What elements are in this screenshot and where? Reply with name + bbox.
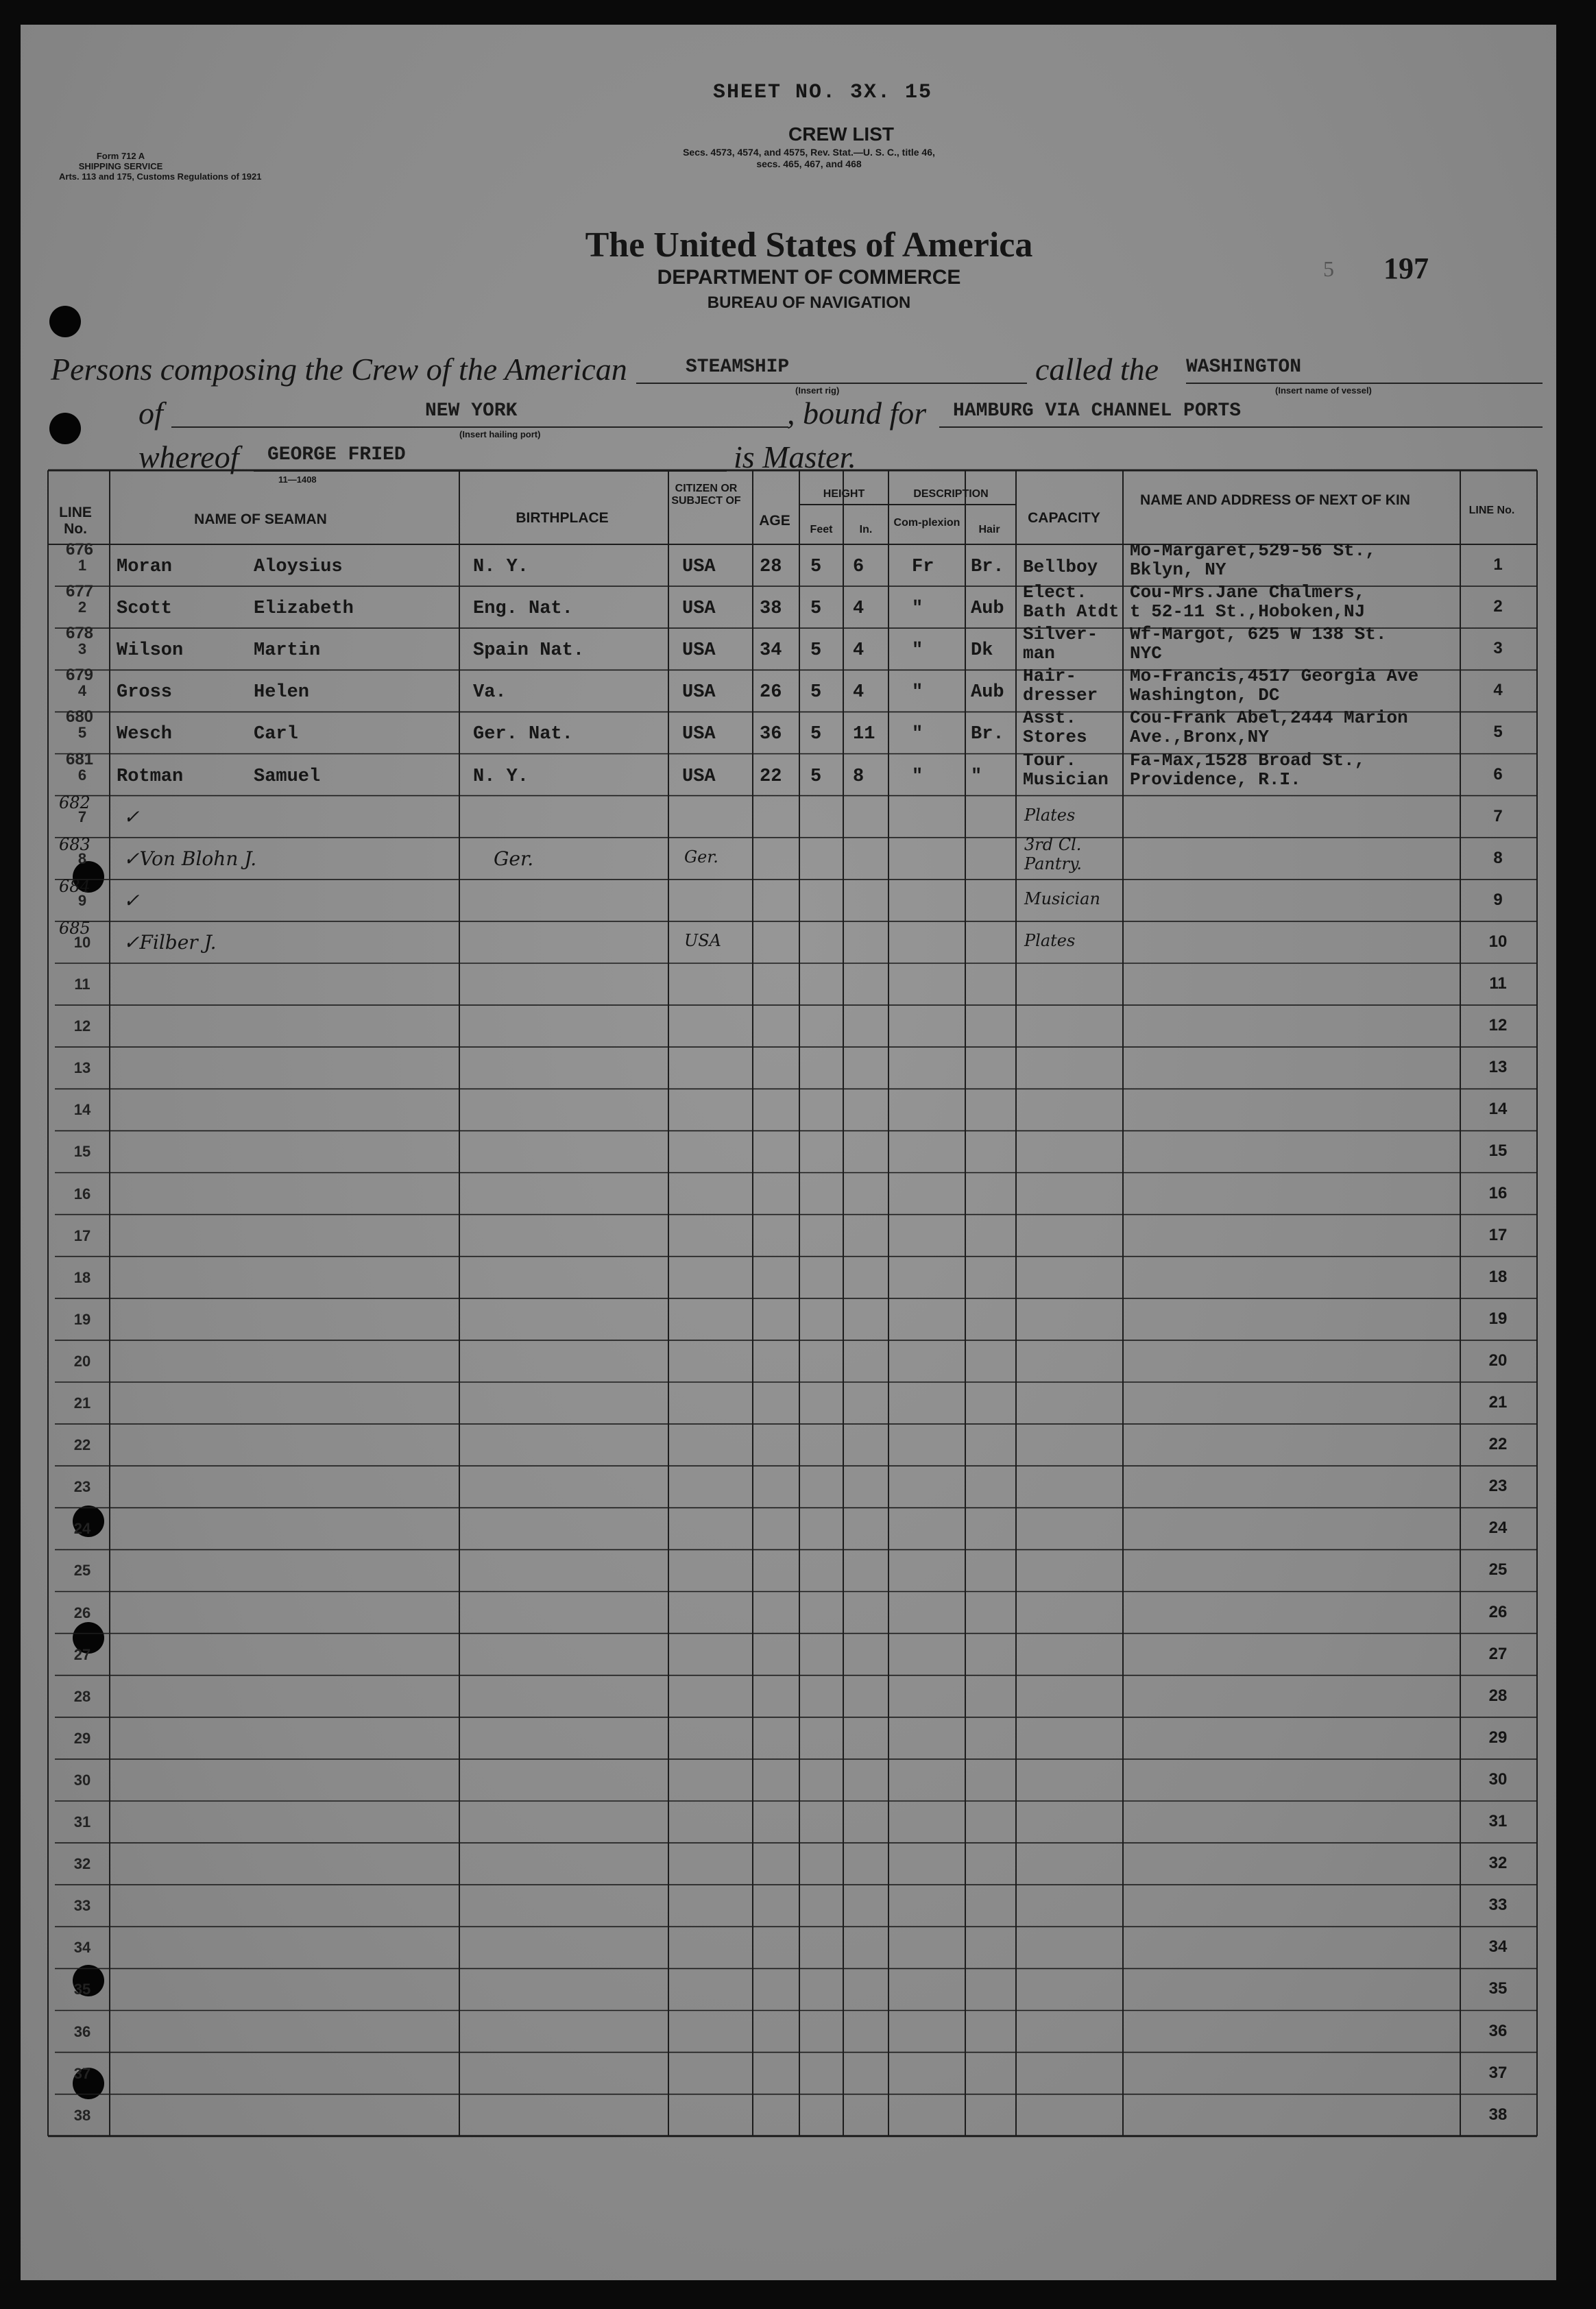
- line-number-left: 12: [73, 1017, 91, 1035]
- seaman-given-name: Carl: [254, 724, 298, 745]
- line-number-left: 22: [73, 1436, 91, 1454]
- line-number-left: 36: [73, 2022, 91, 2040]
- header-age: AGE: [759, 513, 790, 529]
- next-of-kin: Ave.,Bronx,NY: [1130, 727, 1269, 748]
- line-number-left: 34: [73, 1939, 91, 1957]
- line-number-left: 15: [73, 1143, 91, 1161]
- line-number-left: 27: [73, 1645, 91, 1663]
- line-number-right: 33: [1488, 1896, 1508, 1915]
- next-of-kin: Mo-Margaret,529-56 St.,: [1130, 540, 1376, 561]
- hair: Br.: [971, 557, 1004, 577]
- capacity-handwritten: Plates: [1024, 805, 1076, 825]
- next-of-kin: Mo-Francis,4517 Georgia Ave: [1130, 666, 1419, 687]
- seaman-given-name: Elizabeth: [254, 599, 354, 620]
- line-number-right: 10: [1488, 932, 1508, 951]
- form-regulation: Arts. 113 and 175, Customs Regulations of 1921: [59, 171, 262, 182]
- line-number-left: 21: [73, 1394, 91, 1412]
- citizenship: USA: [682, 766, 716, 787]
- line-number-left: 11: [74, 976, 90, 993]
- line-number-left: 30: [73, 1771, 91, 1789]
- line-number-left: 31: [73, 1813, 91, 1830]
- line-number-right: 31: [1488, 1812, 1508, 1830]
- line-number-right: 22: [1488, 1435, 1508, 1454]
- seaman-surname: Scott: [117, 599, 173, 620]
- line-number-right: 7: [1493, 806, 1503, 825]
- line-number-right: 2: [1493, 597, 1503, 616]
- height-feet: 5: [810, 724, 822, 745]
- bound-label: , bound for: [787, 396, 927, 431]
- line-number-left: 24: [73, 1520, 91, 1538]
- seaman-name-handwritten: ✓Filber J.: [123, 930, 217, 954]
- whereof-label: whereof: [138, 439, 239, 474]
- line-number-left: 1: [77, 557, 87, 574]
- bureau-heading: BUREAU OF NAVIGATION: [707, 293, 911, 312]
- line-number-right: 26: [1488, 1602, 1508, 1621]
- page-mark: 5: [1323, 256, 1334, 281]
- form-number: Form 712 A: [96, 151, 145, 161]
- crew-table-grid: [21, 25, 1556, 2280]
- crew-number: 679: [65, 666, 94, 685]
- header-hair: Hair: [978, 524, 1000, 535]
- line-number-right: 37: [1488, 2063, 1508, 2082]
- crew-list-sheet: [21, 25, 1556, 2280]
- height-feet: 5: [810, 640, 822, 662]
- birthplace: Ger. Nat.: [473, 724, 573, 745]
- height-inches: 6: [853, 557, 864, 577]
- line-number-right: 25: [1488, 1560, 1508, 1580]
- line-number-right: 29: [1488, 1728, 1508, 1747]
- capacity-handwritten: 3rd Cl.: [1024, 834, 1082, 854]
- next-of-kin: Washington, DC: [1130, 685, 1280, 706]
- crew-number: 681: [65, 749, 94, 769]
- hair: Br.: [971, 724, 1004, 745]
- seaman-surname: Rotman: [117, 766, 184, 787]
- line-number-left: 38: [73, 2106, 91, 2124]
- line-number-left: 26: [73, 1604, 91, 1621]
- line-number-right: 11: [1489, 974, 1507, 993]
- country-heading: The United States of America: [585, 226, 1033, 265]
- height-inches: 8: [853, 766, 864, 787]
- complexion: ": [912, 724, 923, 745]
- line-number-right: 8: [1493, 848, 1503, 867]
- crew-number: 677: [65, 582, 94, 601]
- line-number-right: 30: [1488, 1769, 1508, 1789]
- line-number-right: 36: [1488, 2021, 1508, 2040]
- header-complexion: Com-plexion: [893, 517, 960, 529]
- line-number-left: 35: [73, 1981, 91, 1998]
- next-of-kin: Cou-Mrs.Jane Chalmers,: [1130, 582, 1366, 603]
- line-number-right: 19: [1488, 1309, 1508, 1328]
- line-number-right: 3: [1493, 639, 1503, 658]
- line-number-left: 28: [73, 1687, 91, 1705]
- birthplace: N. Y.: [473, 557, 529, 577]
- age: 28: [760, 557, 782, 577]
- crew-number-handwritten: 682: [59, 793, 90, 812]
- seaman-name-handwritten: ✓Von Blohn J.: [123, 847, 257, 870]
- line-number-left: 2: [77, 599, 87, 616]
- height-feet: 5: [810, 766, 822, 787]
- crew-number: 678: [65, 624, 94, 643]
- line-number-right: 14: [1488, 1100, 1508, 1119]
- line-number-right: 20: [1488, 1351, 1508, 1370]
- next-of-kin: Fa-Max,1528 Broad St.,: [1130, 749, 1366, 771]
- complexion: ": [912, 682, 923, 703]
- line-number-left: 32: [73, 1855, 91, 1873]
- home-port-hint: (Insert hailing port): [459, 429, 541, 439]
- age: 22: [760, 766, 782, 787]
- age: 36: [760, 724, 782, 745]
- statute-line: Secs. 4573, 4574, and 4575, Rev. Stat.—U. S. C., title 46,: [683, 147, 935, 158]
- next-of-kin: t 52-11 St.,Hoboken,NJ: [1130, 601, 1366, 622]
- line-number-right: 18: [1488, 1267, 1508, 1286]
- header-inches: In.: [859, 524, 873, 535]
- seaman-given-name: Martin: [254, 640, 321, 662]
- line-number-right: 35: [1488, 1979, 1508, 1998]
- capacity: Musician: [1023, 769, 1109, 790]
- line-number-right: 15: [1488, 1141, 1508, 1161]
- capacity: Elect.: [1023, 582, 1087, 603]
- line-number-left: 20: [73, 1352, 91, 1370]
- line-number-left: 14: [73, 1101, 91, 1119]
- height-inches: 4: [853, 599, 864, 620]
- line-number-left: 19: [73, 1310, 91, 1328]
- line-number-right: 17: [1488, 1225, 1508, 1244]
- next-of-kin: Providence, R.I.: [1130, 769, 1301, 790]
- line-number-right: 28: [1488, 1686, 1508, 1705]
- crew-number: 680: [65, 708, 94, 727]
- citizenship-handwritten: USA: [684, 930, 721, 950]
- birthplace: Eng. Nat.: [473, 599, 573, 620]
- line-number-right: 4: [1493, 681, 1503, 700]
- line-number-left: 13: [73, 1059, 91, 1077]
- capacity: man: [1023, 643, 1055, 664]
- height-inches: 4: [853, 640, 864, 662]
- complexion: Fr: [912, 557, 934, 577]
- header-description: DESCRIPTION: [913, 488, 989, 500]
- birthplace: N. Y.: [473, 766, 529, 787]
- capacity: Bellboy: [1023, 557, 1098, 577]
- header-next-of-kin: NAME AND ADDRESS OF NEXT OF KIN: [1140, 492, 1410, 508]
- line-number-left: 18: [73, 1268, 91, 1286]
- seaman-surname: Wesch: [117, 724, 173, 745]
- line-number-left: 23: [73, 1478, 91, 1496]
- line-number-left: 16: [73, 1185, 91, 1202]
- destination: HAMBURG VIA CHANNEL PORTS: [953, 400, 1242, 422]
- header-name: NAME OF SEAMAN: [194, 511, 327, 527]
- complexion: ": [912, 766, 923, 787]
- seaman-name-handwritten: ✓: [123, 888, 140, 912]
- vessel-hint: (Insert name of vessel): [1275, 385, 1372, 396]
- height-inches: 11: [853, 724, 875, 745]
- capacity: Asst.: [1023, 708, 1077, 729]
- print-code: 11—1408: [278, 474, 317, 485]
- seaman-surname: Moran: [117, 557, 173, 577]
- next-of-kin: Wf-Margot, 625 W 138 St.: [1130, 624, 1387, 645]
- birthplace-handwritten: Ger.: [494, 847, 534, 870]
- citizenship-handwritten: Ger.: [684, 847, 718, 867]
- header-height: HEIGHT: [823, 488, 865, 500]
- seaman-given-name: Samuel: [254, 766, 321, 787]
- line-number-left: 7: [77, 808, 87, 825]
- crew-number-handwritten: 685: [59, 918, 90, 938]
- line-number-right: 6: [1493, 764, 1503, 784]
- line-number-right: 24: [1488, 1519, 1508, 1538]
- line-number-right: 5: [1493, 723, 1503, 742]
- line-number-right: 38: [1488, 2105, 1508, 2124]
- page-number: 197: [1383, 252, 1429, 285]
- capacity: Bath Atdt: [1023, 601, 1120, 622]
- birthplace: Spain Nat.: [473, 640, 585, 662]
- header-birthplace: BIRTHPLACE: [516, 510, 609, 526]
- header-line-no-right: LINE No.: [1468, 505, 1515, 516]
- line-number-left: 3: [77, 640, 87, 658]
- of-label: of: [138, 396, 163, 431]
- capacity: Hair-: [1023, 666, 1077, 687]
- master-name: GEORGE FRIED: [267, 444, 406, 466]
- hair: Aub: [971, 682, 1004, 703]
- line-number-left: 25: [73, 1562, 91, 1580]
- seaman-name-handwritten: ✓: [123, 805, 140, 828]
- persons-label: Persons composing the Crew of the American: [51, 352, 627, 387]
- complexion: ": [912, 599, 923, 620]
- height-feet: 5: [810, 599, 822, 620]
- birthplace: Va.: [473, 682, 507, 703]
- height-feet: 5: [810, 557, 822, 577]
- hair: ": [971, 766, 982, 787]
- line-number-left: 33: [73, 1897, 91, 1915]
- hair: Dk: [971, 640, 993, 662]
- statute-line: secs. 465, 467, and 468: [756, 158, 862, 169]
- citizenship: USA: [682, 557, 716, 577]
- seaman-surname: Wilson: [117, 640, 184, 662]
- capacity: dresser: [1023, 685, 1098, 706]
- citizenship: USA: [682, 682, 716, 703]
- complexion: ": [912, 640, 923, 662]
- seaman-surname: Gross: [117, 682, 173, 703]
- crew-number: 676: [65, 540, 94, 559]
- capacity-handwritten: Pantry.: [1024, 854, 1082, 873]
- next-of-kin: Bklyn, NY: [1130, 559, 1226, 580]
- capacity: Tour.: [1023, 749, 1077, 771]
- next-of-kin: NYC: [1130, 643, 1162, 664]
- line-number-left: 4: [77, 682, 87, 700]
- form-service: SHIPPING SERVICE: [78, 161, 163, 171]
- citizenship: USA: [682, 640, 716, 662]
- citizenship: USA: [682, 724, 716, 745]
- line-number-left: 10: [73, 933, 91, 951]
- line-number-right: 13: [1488, 1058, 1508, 1077]
- header-line-no: LINE No.: [59, 505, 92, 537]
- capacity-handwritten: Musician: [1024, 888, 1100, 908]
- line-number-left: 9: [77, 891, 87, 909]
- line-number-right: 21: [1488, 1393, 1508, 1412]
- seaman-given-name: Helen: [254, 682, 310, 703]
- line-number-left: 8: [77, 849, 87, 867]
- line-number-right: 34: [1488, 1937, 1508, 1957]
- age: 26: [760, 682, 782, 703]
- vessel-rig: STEAMSHIP: [686, 356, 790, 378]
- hair: Aub: [971, 599, 1004, 620]
- department-heading: DEPARTMENT OF COMMERCE: [657, 266, 961, 289]
- crew-number-handwritten: 684: [59, 876, 90, 896]
- line-number-right: 12: [1488, 1016, 1508, 1035]
- line-number-right: 27: [1488, 1644, 1508, 1663]
- sheet-number: SHEET NO. 3X. 15: [713, 81, 933, 104]
- capacity: Silver-: [1023, 624, 1098, 645]
- line-number-left: 17: [73, 1226, 91, 1244]
- line-number-right: 1: [1493, 555, 1503, 574]
- next-of-kin: Cou-Frank Abel,2444 Marion: [1130, 708, 1408, 729]
- citizenship: USA: [682, 599, 716, 620]
- header-feet: Feet: [810, 524, 833, 535]
- age: 34: [760, 640, 782, 662]
- line-number-right: 9: [1493, 890, 1503, 909]
- crew-number-handwritten: 683: [59, 834, 90, 854]
- header-capacity: CAPACITY: [1028, 510, 1100, 526]
- capacity: Stores: [1023, 727, 1087, 748]
- height-inches: 4: [853, 682, 864, 703]
- height-feet: 5: [810, 682, 822, 703]
- header-citizen: CITIZEN OR SUBJECT OF: [671, 483, 741, 507]
- line-number-left: 5: [77, 724, 87, 742]
- line-number-right: 23: [1488, 1477, 1508, 1496]
- line-number-left: 6: [77, 766, 87, 784]
- called-label: called the: [1035, 352, 1159, 387]
- line-number-right: 32: [1488, 1854, 1508, 1873]
- seaman-given-name: Aloysius: [254, 557, 343, 577]
- line-number-left: 29: [73, 1729, 91, 1747]
- home-port: NEW YORK: [425, 400, 518, 422]
- master-label: is Master.: [734, 439, 856, 474]
- capacity-handwritten: Plates: [1024, 930, 1076, 950]
- line-number-left: 37: [73, 2064, 91, 2082]
- document-title: CREW LIST: [788, 123, 894, 145]
- rig-hint: (Insert rig): [795, 385, 840, 396]
- line-number-right: 16: [1488, 1183, 1508, 1202]
- age: 38: [760, 599, 782, 620]
- vessel-name: WASHINGTON: [1186, 356, 1302, 378]
